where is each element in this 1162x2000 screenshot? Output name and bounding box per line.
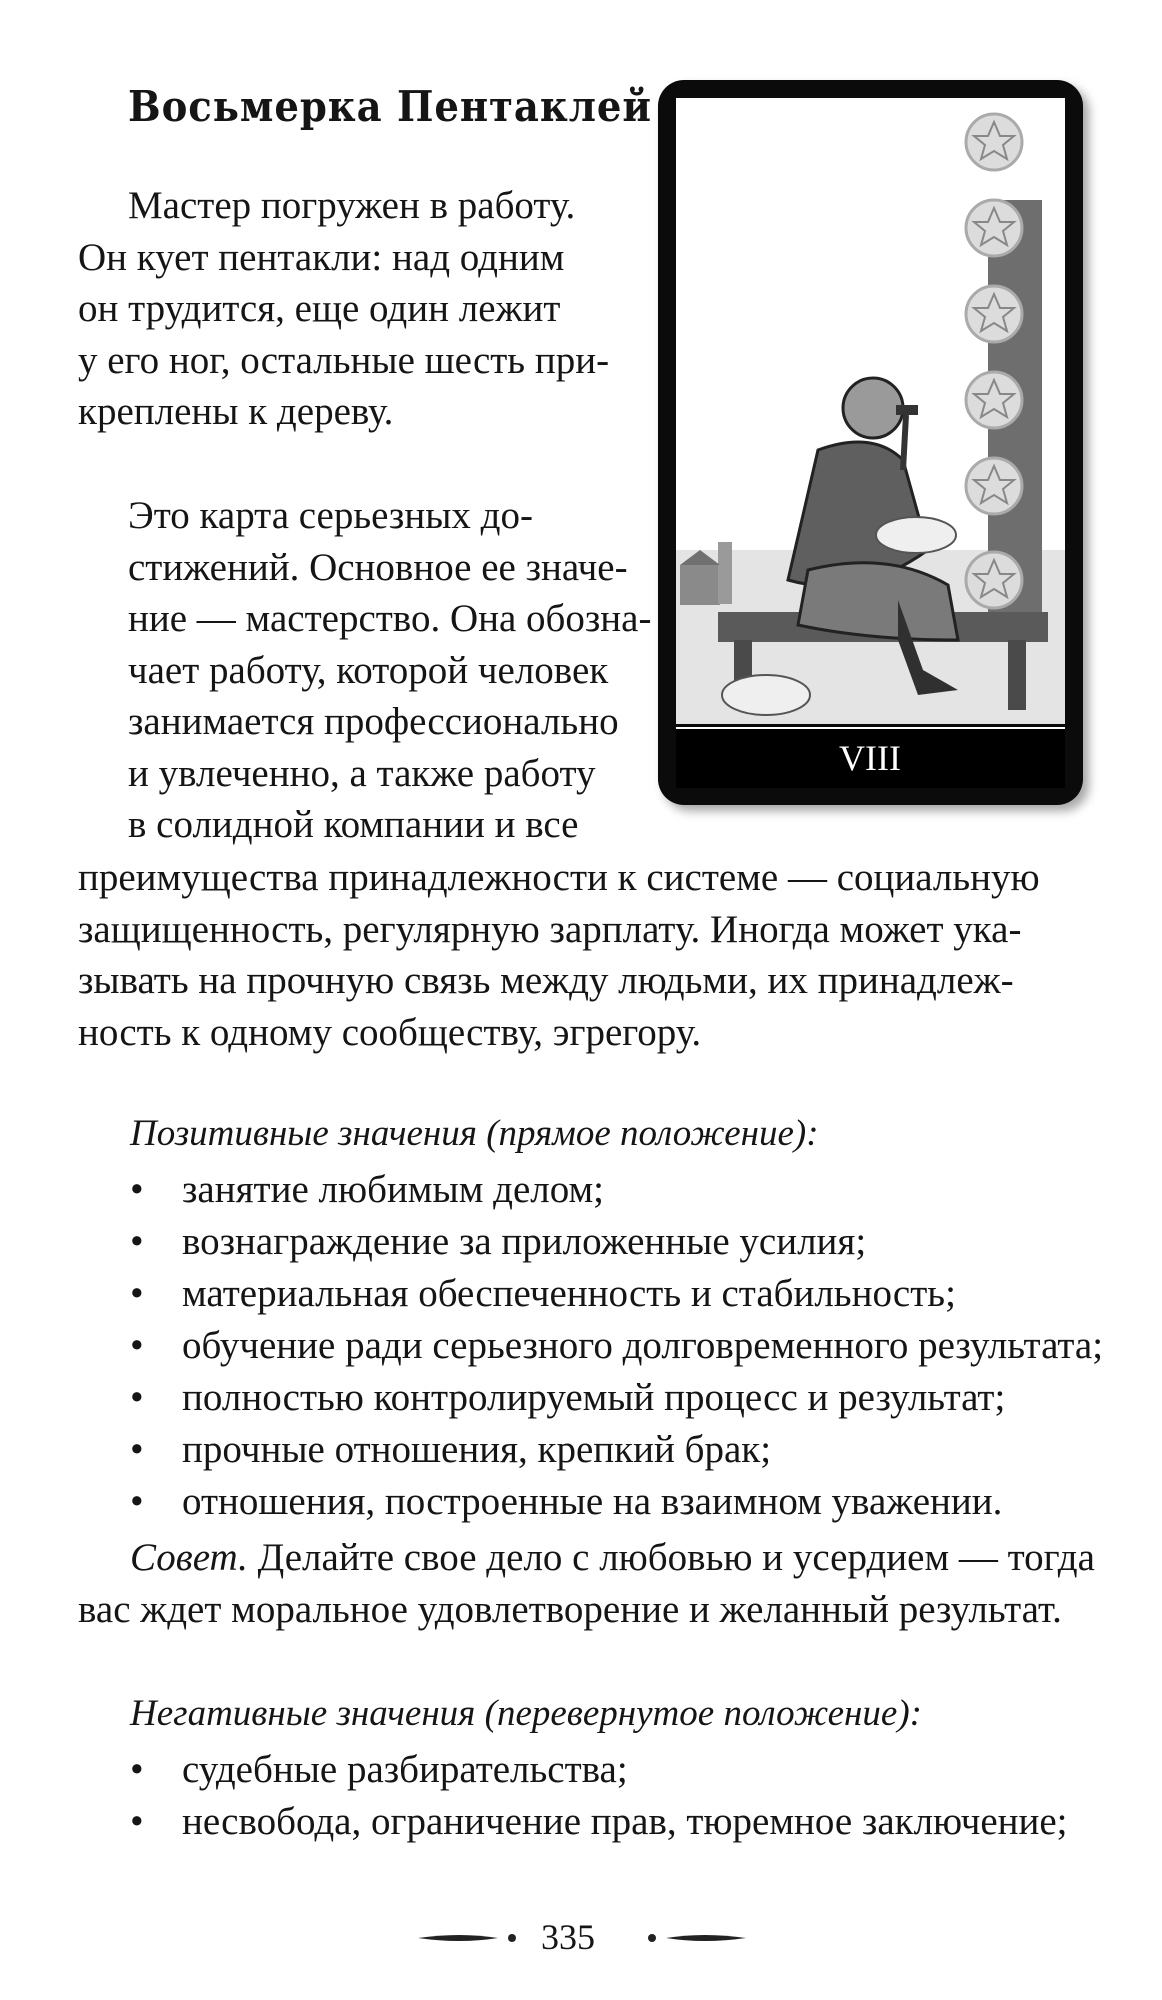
page-number: 335	[541, 1917, 595, 1957]
advice-paragraph	[78, 1532, 1095, 1636]
bullet: •	[130, 1376, 144, 1419]
meaning-line: чает работу, которой человек	[128, 648, 609, 692]
intro-line: Он кует пентакли: над одним	[78, 235, 565, 279]
bullet: •	[130, 1800, 144, 1843]
meaning-line: стижений. Основное ее значе-	[128, 545, 628, 589]
bullet: •	[130, 1324, 144, 1367]
page-footer	[0, 1916, 1162, 1960]
meaning-paragraph	[78, 490, 652, 851]
list-item: • прочные отношения, крепкий брак;	[130, 1424, 1110, 1476]
list-item: • обучение ради серьезного долговременного результата;	[130, 1320, 1110, 1372]
meaning-line: преимущества принадлежности к системе — социальную	[78, 856, 1040, 899]
meaning-paragraph-continued	[78, 852, 1088, 1058]
advice-label: Совет.	[130, 1536, 248, 1579]
meaning-line: и увлеченно, а также работу	[128, 751, 596, 795]
bullet: •	[130, 1272, 144, 1315]
list-item: • вознаграждение за приложенные усилия;	[130, 1216, 1110, 1268]
negative-list	[130, 1744, 1110, 1848]
positive-list	[130, 1164, 1110, 1528]
card-illustration	[658, 80, 1083, 805]
bullet: •	[130, 1168, 144, 1211]
list-item: • несвобода, ограничение прав, тюремное заключение;	[130, 1796, 1110, 1848]
bullet: •	[130, 1428, 144, 1471]
bullet: •	[130, 1480, 144, 1523]
advice-line: вас ждет моральное удовлетворение и желанный результат.	[78, 1588, 1062, 1631]
meaning-line: в солидной компании и все	[128, 803, 579, 846]
advice-line: Совет. Делайте свое дело с любовью и усердием — тогда	[130, 1536, 1095, 1579]
positive-heading: Позитивные значения (прямое положение):	[130, 1113, 819, 1154]
list-item: • судебные разбирательства;	[130, 1744, 1110, 1796]
list-item: • отношения, построенные на взаимном уважении.	[130, 1476, 1110, 1528]
meaning-line: ние — мастерство. Она обозна-	[128, 597, 652, 640]
bullet: •	[130, 1748, 144, 1791]
card-numeral: VIII	[839, 738, 901, 778]
list-item: • занятие любимым делом;	[130, 1164, 1110, 1216]
intro-paragraph	[78, 180, 610, 438]
bullet: •	[130, 1220, 144, 1263]
negative-heading: Негативные значения (перевернутое положение):	[130, 1693, 922, 1734]
meaning-line: защищенность, регулярную зарплату. Иногда может ука-	[78, 907, 1022, 951]
intro-line: Мастер погружен в работу.	[128, 184, 576, 227]
intro-line: он трудится, еще один лежит	[78, 287, 561, 330]
meaning-line: ность к одному сообществу, эгрегору.	[78, 1010, 702, 1054]
list-item: • полностью контролируемый процесс и результат;	[130, 1372, 1110, 1424]
tarot-card-eight-of-pentacles	[658, 80, 1083, 805]
meaning-line: зывать на прочную связь между людьми, их принадлеж-	[78, 959, 1014, 1002]
list-item: • материальная обеспеченность и стабильность;	[130, 1268, 1110, 1320]
page-title: Восьмерка Пентаклей	[128, 82, 652, 131]
intro-line: креплены к дереву.	[78, 390, 394, 433]
meaning-line: занимается профессионально	[128, 700, 619, 743]
meaning-line: Это карта серьезных до-	[128, 494, 533, 537]
intro-line: у его ног, остальные шесть при-	[78, 338, 610, 382]
